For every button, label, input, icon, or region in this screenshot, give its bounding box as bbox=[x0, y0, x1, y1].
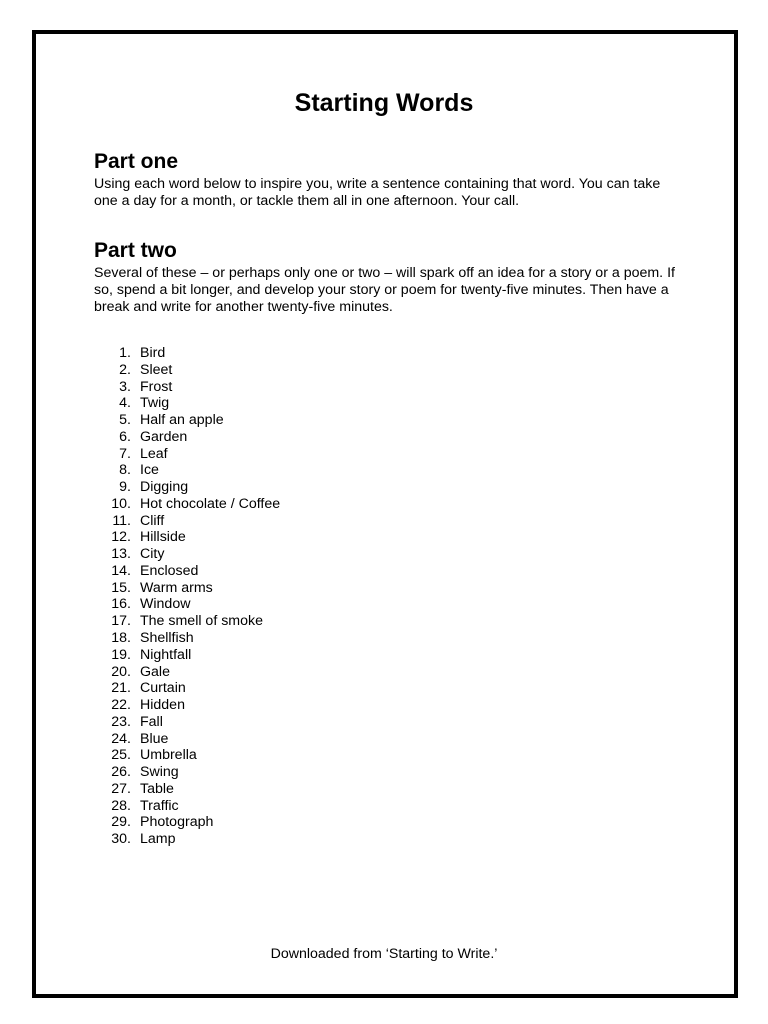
list-item bbox=[94, 814, 280, 831]
list-item-number: 25. bbox=[111, 747, 131, 764]
list-item bbox=[94, 798, 280, 815]
list-item bbox=[94, 580, 280, 597]
part-two-text: Several of these – or perhaps only one or two – will spark off an idea for a story or a poem. If so, spend a bit longer, and develop your story or poem for twenty-five minutes. Then have a break and write for another twenty-five minutes. bbox=[94, 265, 675, 315]
list-item-number: 11. bbox=[112, 512, 131, 529]
list-item bbox=[94, 412, 280, 429]
list-item-word: Blue bbox=[140, 730, 169, 747]
list-item-word: Hot chocolate / Coffee bbox=[140, 495, 281, 512]
list-item-word: The smell of smoke bbox=[140, 613, 263, 630]
list-item bbox=[94, 479, 280, 496]
list-item-number: 24. bbox=[111, 730, 131, 747]
list-item-number: 4. bbox=[119, 395, 131, 412]
list-item-number: 2. bbox=[119, 361, 131, 378]
list-item bbox=[94, 647, 280, 664]
list-item bbox=[94, 446, 280, 463]
list-item-number: 15. bbox=[111, 579, 131, 596]
list-item-word: Ice bbox=[140, 462, 159, 479]
list-item-number: 12. bbox=[111, 529, 131, 546]
list-item bbox=[94, 697, 280, 714]
list-item-word: Swing bbox=[140, 764, 179, 781]
list-item-word: Shellfish bbox=[140, 630, 194, 647]
list-item bbox=[94, 731, 280, 748]
list-item-word: Twig bbox=[140, 395, 170, 412]
list-item bbox=[94, 429, 280, 446]
list-item-word: Hillside bbox=[140, 529, 186, 546]
list-item-word: Warm arms bbox=[140, 579, 213, 596]
list-item-word: Lamp bbox=[140, 831, 176, 848]
list-item bbox=[94, 462, 280, 479]
list-item bbox=[94, 563, 280, 580]
list-item-number: 14. bbox=[111, 562, 131, 579]
list-item-number: 18. bbox=[111, 630, 131, 647]
list-item-number: 3. bbox=[119, 378, 131, 395]
list-item-number: 27. bbox=[111, 780, 131, 797]
list-item-word: Leaf bbox=[140, 445, 168, 462]
part-one-heading: Part one bbox=[94, 150, 179, 173]
list-item-word: Half an apple bbox=[140, 412, 224, 429]
list-item-number: 5. bbox=[119, 412, 131, 429]
list-item-number: 13. bbox=[111, 546, 131, 563]
list-item bbox=[94, 664, 280, 681]
list-item bbox=[94, 362, 280, 379]
part-one-text: Using each word below to inspire you, write a sentence containing that word. You can take one a day for a month, or tackle them all in one afternoon. Your call. bbox=[94, 176, 661, 209]
list-item-word: Garden bbox=[140, 428, 188, 445]
list-item-word: Enclosed bbox=[140, 562, 199, 579]
list-item bbox=[94, 613, 280, 630]
list-item-number: 8. bbox=[119, 462, 131, 479]
list-item bbox=[94, 546, 280, 563]
list-item-word: Window bbox=[140, 596, 191, 613]
list-item-number: 9. bbox=[119, 479, 131, 496]
list-item bbox=[94, 747, 280, 764]
list-item bbox=[94, 395, 280, 412]
list-item-number: 22. bbox=[111, 697, 131, 714]
list-item-number: 6. bbox=[119, 428, 131, 445]
list-item bbox=[94, 630, 280, 647]
list-item bbox=[94, 379, 280, 396]
list-item bbox=[94, 714, 280, 731]
list-item-number: 20. bbox=[111, 663, 131, 680]
list-item bbox=[94, 831, 280, 848]
list-item-word: Traffic bbox=[140, 797, 179, 814]
list-item-word: City bbox=[140, 546, 165, 563]
list-item bbox=[94, 529, 280, 546]
list-item-number: 19. bbox=[111, 646, 131, 663]
list-item-number: 23. bbox=[111, 713, 131, 730]
list-item-word: Table bbox=[140, 780, 174, 797]
list-item-word: Frost bbox=[140, 378, 173, 395]
list-item-number: 16. bbox=[111, 596, 131, 613]
list-item-word: Cliff bbox=[140, 512, 165, 529]
list-item bbox=[94, 764, 280, 781]
list-item-number: 30. bbox=[111, 831, 131, 848]
list-item bbox=[94, 345, 280, 362]
list-item-word: Digging bbox=[140, 479, 189, 496]
list-item-word: Photograph bbox=[140, 814, 214, 831]
list-item-word: Fall bbox=[140, 713, 163, 730]
list-item-number: 10. bbox=[111, 495, 131, 512]
list-item-number: 29. bbox=[111, 814, 131, 831]
footer-credit: Downloaded from ‘Starting to Write.’ bbox=[270, 946, 498, 962]
word-list bbox=[94, 345, 280, 848]
list-item-word: Gale bbox=[140, 663, 170, 680]
part-two-heading: Part two bbox=[94, 239, 177, 262]
list-item bbox=[94, 596, 280, 613]
page-title: Starting Words bbox=[294, 89, 474, 117]
list-item-word: Curtain bbox=[140, 680, 186, 697]
list-item-number: 28. bbox=[111, 797, 131, 814]
list-item-number: 7. bbox=[119, 445, 131, 462]
list-item-word: Nightfall bbox=[140, 646, 192, 663]
list-item bbox=[94, 496, 280, 513]
list-item-number: 26. bbox=[111, 764, 131, 781]
list-item-word: Umbrella bbox=[140, 747, 197, 764]
list-item bbox=[94, 680, 280, 697]
list-item bbox=[94, 781, 280, 798]
list-item-word: Bird bbox=[140, 345, 166, 361]
list-item-word: Hidden bbox=[140, 697, 185, 714]
list-item bbox=[94, 513, 280, 530]
list-item-number: 1. bbox=[119, 345, 131, 361]
list-item-word: Sleet bbox=[140, 361, 173, 378]
list-item-number: 17. bbox=[111, 613, 131, 630]
list-item-number: 21. bbox=[111, 680, 131, 697]
